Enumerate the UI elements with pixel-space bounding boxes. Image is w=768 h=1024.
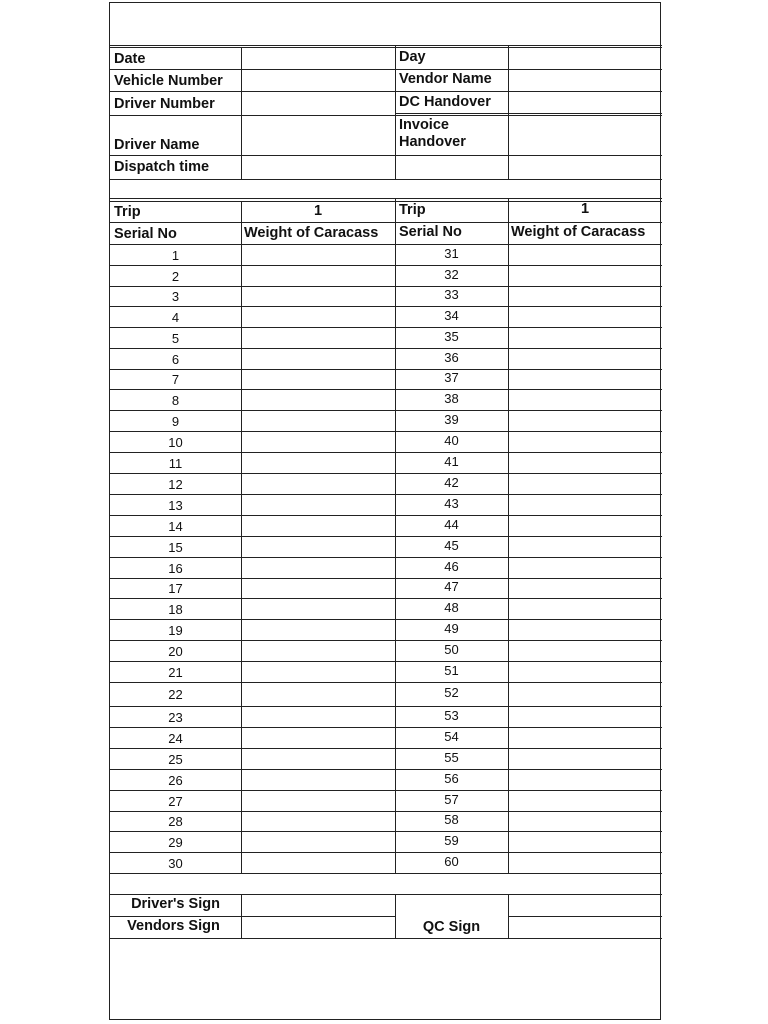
qc-sign-label: QC Sign — [422, 919, 481, 935]
grid-line — [110, 852, 662, 853]
vendors-sign-label: Vendors Sign — [127, 918, 220, 934]
serial-number-left: 5 — [171, 330, 180, 346]
grid-line — [110, 938, 662, 939]
serial-number-right: 40 — [444, 432, 459, 448]
grid-line — [241, 47, 242, 179]
serial-number-left: 18 — [168, 601, 183, 617]
serial-number-right: 53 — [444, 707, 459, 723]
serial-number-left: 13 — [168, 497, 183, 513]
serial-number-left: 4 — [171, 309, 180, 325]
serial-number-left: 7 — [171, 372, 180, 387]
grid-line — [110, 410, 662, 411]
grid-line — [110, 619, 662, 620]
grid-line — [110, 91, 395, 92]
grid-line — [110, 431, 662, 432]
grid-line — [110, 244, 662, 245]
invoice-handover-label: Invoice Handover — [399, 117, 466, 150]
grid-line — [508, 894, 509, 938]
serial-number-left: 11 — [168, 455, 183, 471]
grid-line — [110, 894, 662, 895]
driver-name-label: Driver Name — [114, 137, 200, 153]
grid-line — [110, 873, 662, 874]
serial-number-left: 22 — [168, 687, 183, 702]
serial-number-left: 15 — [168, 539, 183, 555]
grid-line — [110, 389, 662, 390]
grid-line — [110, 494, 662, 495]
grid-line — [110, 706, 662, 707]
serial-number-left: 24 — [168, 730, 183, 746]
serial-number-right: 31 — [444, 245, 459, 261]
grid-line — [110, 348, 662, 349]
serial-number-right: 38 — [444, 390, 459, 406]
serial-number-right: 42 — [444, 474, 459, 490]
serial-number-right: 52 — [444, 685, 459, 700]
serial-number-right: 56 — [444, 770, 459, 786]
serial-number-right: 44 — [444, 516, 459, 532]
serial-number-left: 30 — [168, 855, 183, 871]
serial-number-left: 27 — [168, 793, 183, 809]
serial-number-right: 57 — [444, 791, 459, 807]
grid-line — [110, 661, 662, 662]
serial-number-right: 36 — [444, 349, 459, 365]
serial-number-left: 19 — [168, 622, 183, 638]
grid-line — [110, 790, 662, 791]
serial-number-left: 29 — [168, 834, 183, 850]
grid-line — [110, 47, 662, 48]
serial-number-right: 43 — [444, 495, 459, 511]
grid-line — [395, 45, 396, 179]
grid-line — [110, 769, 662, 770]
grid-line — [110, 640, 662, 641]
grid-line — [241, 894, 242, 938]
serial-number-right: 48 — [444, 599, 459, 615]
grid-line — [110, 286, 662, 287]
day-label: Day — [399, 49, 426, 65]
grid-line — [110, 748, 662, 749]
grid-line — [110, 45, 662, 46]
serial-no-header-right: Serial No — [399, 224, 462, 240]
grid-line — [110, 198, 662, 199]
serial-number-right: 32 — [444, 266, 459, 282]
grid-line — [110, 811, 662, 812]
weight-header-left: Weight of Caracass — [244, 225, 379, 241]
serial-number-left: 6 — [171, 351, 180, 367]
grid-line — [110, 598, 662, 599]
grid-line — [110, 727, 662, 728]
serial-number-left: 2 — [171, 268, 180, 284]
serial-number-right: 55 — [444, 749, 459, 765]
trip-label-right: Trip — [399, 202, 426, 218]
serial-no-header-left: Serial No — [114, 226, 177, 242]
grid-line — [110, 473, 662, 474]
grid-line — [395, 113, 662, 114]
serial-number-right: 39 — [444, 411, 459, 427]
grid-line — [110, 306, 662, 307]
serial-number-right: 58 — [444, 812, 459, 827]
serial-number-left: 28 — [168, 814, 183, 829]
dispatch-sheet — [109, 2, 661, 1020]
serial-number-left: 16 — [168, 560, 183, 576]
serial-number-right: 45 — [444, 537, 459, 553]
grid-line — [508, 916, 662, 917]
grid-line — [110, 222, 662, 223]
grid-line — [110, 578, 662, 579]
grid-line — [110, 115, 395, 116]
serial-number-right: 41 — [444, 453, 459, 469]
vehicle-number-label: Vehicle Number — [114, 73, 223, 89]
serial-number-left: 20 — [168, 643, 183, 659]
serial-number-left: 21 — [168, 664, 183, 680]
serial-number-left: 17 — [168, 581, 183, 596]
serial-number-right: 59 — [444, 832, 459, 848]
grid-line — [110, 179, 662, 180]
grid-line — [110, 452, 662, 453]
date-label: Date — [114, 51, 146, 67]
serial-number-left: 26 — [168, 772, 183, 788]
grid-line — [110, 916, 395, 917]
serial-number-left: 1 — [171, 247, 180, 263]
dispatch-time-label: Dispatch time — [114, 159, 210, 175]
grid-line — [110, 515, 662, 516]
serial-number-right: 50 — [444, 641, 459, 657]
grid-line — [110, 557, 662, 558]
serial-number-right: 35 — [444, 328, 459, 344]
trip-value-right: 1 — [580, 201, 590, 217]
serial-number-left: 25 — [168, 751, 183, 767]
serial-number-left: 12 — [168, 476, 183, 492]
drivers-sign-label: Driver's Sign — [131, 896, 220, 912]
serial-number-right: 60 — [444, 853, 459, 869]
serial-number-left: 9 — [171, 413, 180, 429]
trip-value-left: 1 — [313, 203, 323, 219]
grid-line — [110, 69, 395, 70]
serial-number-right: 49 — [444, 620, 459, 636]
trip-label-left: Trip — [114, 204, 141, 220]
vendor-name-label: Vendor Name — [399, 71, 492, 87]
serial-number-right: 51 — [444, 662, 459, 678]
driver-number-label: Driver Number — [114, 96, 215, 112]
serial-number-right: 34 — [444, 307, 459, 323]
grid-line — [110, 831, 662, 832]
serial-number-right: 33 — [444, 287, 459, 302]
grid-line — [110, 682, 662, 683]
grid-line — [110, 265, 662, 266]
serial-number-right: 46 — [444, 558, 459, 574]
serial-number-right: 37 — [444, 370, 459, 385]
serial-number-left: 3 — [171, 289, 180, 304]
grid-line — [110, 369, 662, 370]
serial-number-left: 23 — [168, 709, 183, 725]
serial-number-left: 10 — [168, 434, 183, 450]
weight-header-right: Weight of Caracass — [511, 224, 646, 240]
grid-line — [110, 536, 662, 537]
serial-number-right: 47 — [444, 579, 459, 594]
serial-number-left: 8 — [171, 392, 180, 408]
dc-handover-label: DC Handover — [399, 94, 491, 110]
grid-line — [110, 327, 662, 328]
serial-number-left: 14 — [168, 518, 183, 534]
grid-line — [110, 155, 662, 156]
serial-number-right: 54 — [444, 728, 459, 744]
